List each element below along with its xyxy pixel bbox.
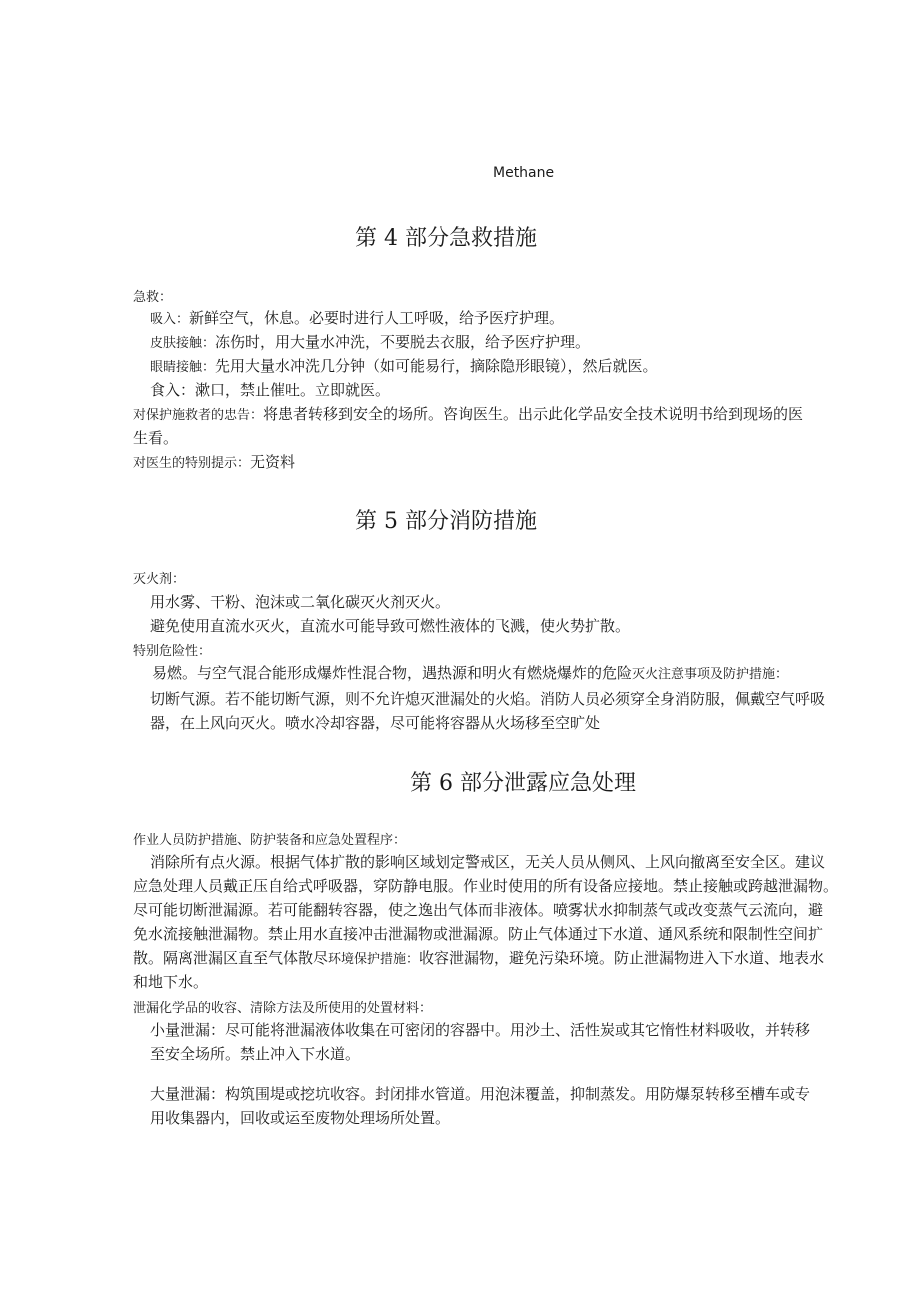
- extinguishing-agent-label: 灭火剂：: [133, 572, 186, 587]
- personnel-line-4: 免水流接触泄漏物。禁止用水直接冲击泄漏物或泄漏源。防止气体通过下水道、通风系统和限制性空间扩: [133, 925, 824, 943]
- document-title: Methane: [493, 165, 555, 181]
- advice-label: 对保护施救者的忠告：: [133, 408, 264, 423]
- skin-label: 皮肤接触：: [150, 336, 216, 351]
- small-leak-line-2: 至安全场所。禁止冲入下水道。: [150, 1045, 361, 1063]
- ingest-row: 食入：漱口，禁止催吐。立即就医。: [150, 381, 391, 399]
- inhale-row: [150, 307, 564, 328]
- personnel-line-5: [133, 947, 824, 968]
- advice-text-2: 生看。: [133, 429, 179, 447]
- eye-text: 先用大量水冲洗几分钟（如可能易行，摘除隐形眼镜），然后就医。: [215, 357, 658, 375]
- precaution-line-1: 切断气源。若不能切断气源，则不允许熄灭泄漏处的火焰。消防人员必须穿全身消防服，佩戴空气呼吸: [150, 690, 826, 708]
- environment-protection-label: 环境保护措施：: [328, 952, 420, 967]
- special-hazard-label: 特别危险性：: [133, 644, 212, 659]
- personnel-measures-label: 作业人员防护措施、防护装备和应急处置程序：: [133, 833, 407, 848]
- personnel-line-5a: 散。隔离泄漏区直至气体散尽: [133, 949, 329, 967]
- doctor-row: [133, 451, 295, 472]
- personnel-line-1: 消除所有点火源。根据气体扩散的影响区域划定警戒区，无关人员从侧风、上风向撤离至安全区。建议: [150, 853, 826, 871]
- personnel-line-2: 应急处理人员戴正压自给式呼吸器，穿防静电服。作业时使用的所有设备应接地。禁止接触或跨越泄漏物。: [133, 877, 839, 895]
- skin-text: 冻伤时，用大量水冲洗，不要脱去衣服，给予医疗护理。: [215, 333, 591, 351]
- agent-line-1: 用水雾、干粉、泡沫或二氧化碳灭火剂灭火。: [150, 593, 451, 611]
- cleanup-methods-label: 泄漏化学品的收容、清除方法及所使用的处置材料：: [133, 1001, 433, 1016]
- personnel-line-3: 尽可能切断泄漏源。若可能翻转容器，使之逸出气体而非液体。喷雾状水抑制蒸气或改变蒸气云流向，避: [133, 901, 824, 919]
- section-5-title: 第 5 部分消防措施: [355, 509, 537, 534]
- personnel-line-6: 和地下水。: [133, 973, 209, 991]
- inhale-label: 吸入：: [150, 312, 190, 327]
- advice-text-1: 将患者转移到安全的场所。咨询医生。出示此化学品安全技术说明书给到现场的医: [263, 405, 804, 423]
- eye-row: [150, 355, 658, 376]
- small-leak-line-1: 小量泄漏：尽可能将泄漏液体收集在可密闭的容器中。用沙土、活性炭或其它惰性材料吸收，并转移: [150, 1021, 811, 1039]
- section-6-title: 第 6 部分泄露应急处理: [410, 771, 636, 796]
- doctor-text: 无资料: [250, 453, 296, 471]
- large-leak-line-2: 用收集器内，回收或运至废物处理场所处置。: [150, 1109, 451, 1127]
- personnel-line-5b: 收容泄漏物，避免污染环境。防止泄漏物进入下水道、地表水: [419, 949, 825, 967]
- inhale-text: 新鲜空气，休息。必要时进行人工呼吸，给予医疗护理。: [189, 309, 565, 327]
- large-leak-line-1: 大量泄漏：构筑围堤或挖坑收容。封闭排水管道。用泡沫覆盖，抑制蒸发。用防爆泵转移至槽车或专: [150, 1085, 811, 1103]
- doctor-label: 对医生的特别提示：: [133, 456, 251, 471]
- advice-row: [133, 403, 803, 424]
- hazard-row: [152, 662, 788, 683]
- section-4-title: 第 4 部分急救措施: [355, 226, 537, 251]
- hazard-text: 易燃。与空气混合能形成爆炸性混合物，遇热源和明火有燃烧爆炸的危险: [152, 664, 633, 682]
- skin-row: [150, 331, 590, 352]
- precaution-line-2: 器，在上风向灭火。喷水冷却容器，尽可能将容器从火场移至空旷处: [150, 714, 601, 732]
- first-aid-label: 急救：: [133, 290, 173, 305]
- agent-line-2: 避免使用直流水灭火，直流水可能导致可燃性液体的飞溅，使火势扩散。: [150, 617, 631, 635]
- precaution-label: 灭火注意事项及防护措施：: [632, 667, 789, 682]
- eye-label: 眼睛接触：: [150, 360, 216, 375]
